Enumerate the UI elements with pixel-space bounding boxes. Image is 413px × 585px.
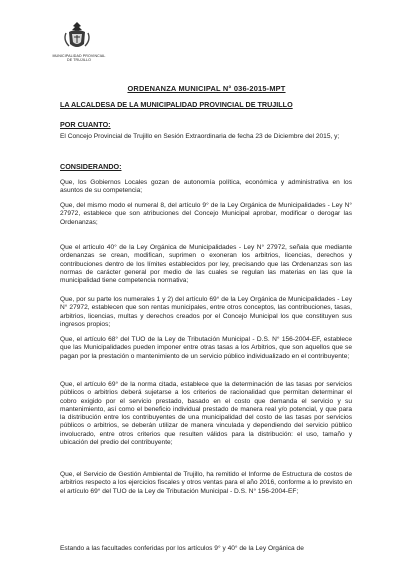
- considerando-heading: CONSIDERANDO:: [60, 162, 122, 171]
- ordinance-title: ORDENANZA MUNICIPAL N° 036-2015-MPT: [127, 84, 286, 93]
- paragraph-autonomy: Que, los Gobiernos Locales gozan de autonomía política, económica y administrativa en los asuntos de su competencia;: [60, 179, 352, 195]
- por-cuanto-heading: POR CUANTO:: [60, 120, 111, 129]
- mayor-heading: LA ALCALDESA DE LA MUNICIPALIDAD PROVINCIAL DE TRUJILLO: [60, 100, 293, 109]
- paragraph-faculties: Estando a las facultades conferidas por los artículos 9° y 40° de la Ley Orgánica de: [60, 545, 304, 552]
- paragraph-article-69-criteria: Que, el artículo 69° de la norma citada, establece que la determinación de las tasas por servicios públicos o arbitrios deberá sujetarse a los criterios de racionalidad que permitan determinar el cobro exigido por el servicio prestado, basado en el costo que demanda el servicio y su mantenimiento, así como el beneficio individual prestado de manera real y/o potencial, y que para la distribución entre los contribuyentes de una municipalidad del costo de las tasas por servicios públicos o arbitrios, se deberán utilizar de manera vinculada y dependiendo del servicio público involucrado, entre otros criterios que resulten válidos para la distribución: el uso, tamaño y ubicación del predio del contribuyente;: [60, 381, 352, 447]
- paragraph-article-9: Que, del mismo modo el numeral 8, del artículo 9° de la Ley Orgánica de Municipalidades - Ley N° 27972, establece que son atribuciones del Concejo Municipal aprobar, modificar o derogar las Ordenanzas;: [60, 202, 352, 226]
- issuing-entity: [52, 54, 106, 62]
- municipal-coat-of-arms-icon: [60, 20, 94, 52]
- paragraph-article-40: Que el artículo 40° de la Ley Orgánica de Municipalidades - Ley N° 27972, señala que mediante ordenanzas se crean, modifican, suprimen o exoneran los arbitrios, licencias, derechos y contribuciones dentro de los límites establecidos por ley, precisando que las Ordenanzas son las normas de carácter general por medio de las cuales se regulan las materias en las que la municipalidad tiene competencia normativa;: [60, 244, 352, 285]
- paragraph-article-68: Que, el artículo 68° del TUO de la Ley de Tributación Municipal - D.S. N° 156-2004-EF, establece que las Municipalidades pueden imponer entre otras tasas a los Arbitrios, que son aquellos que se pagan por la prestación o mantenimiento de un servicio público individualizado en el contribuyente;: [60, 336, 352, 360]
- paragraph-article-69-rents: Que, por su parte los numerales 1 y 2) del artículo 69° de la Ley Orgánica de Municipalidades - Ley N° 27972, establecen que son rentas municipales, entre otros conceptos, las contribuciones, tasas, arbitrios, licencias, multas y derechos creados por el Concejo Municipal los que constituyen sus ingresos propios;: [60, 296, 352, 328]
- entity-line-2: DE TRUJILLO: [67, 58, 91, 63]
- paragraph-session: El Concejo Provincial de Trujillo en Sesión Extraordinaria de fecha 23 de Diciembre del 2015, y;: [60, 133, 340, 140]
- entity-line-1: MUNICIPALIDAD PROVINCIAL: [52, 54, 106, 58]
- paragraph-sega-report: Que, el Servicio de Gestión Ambiental de Trujillo, ha remitido el Informe de Estructura de costos de arbitrios respecto a los ejercicios fiscales y otros ventas para el año 2016, conforme a lo previsto en el artículo 69° del TUO de la Ley de Tributación Municipal - D.S. N° 156-2004-EF;: [60, 471, 352, 495]
